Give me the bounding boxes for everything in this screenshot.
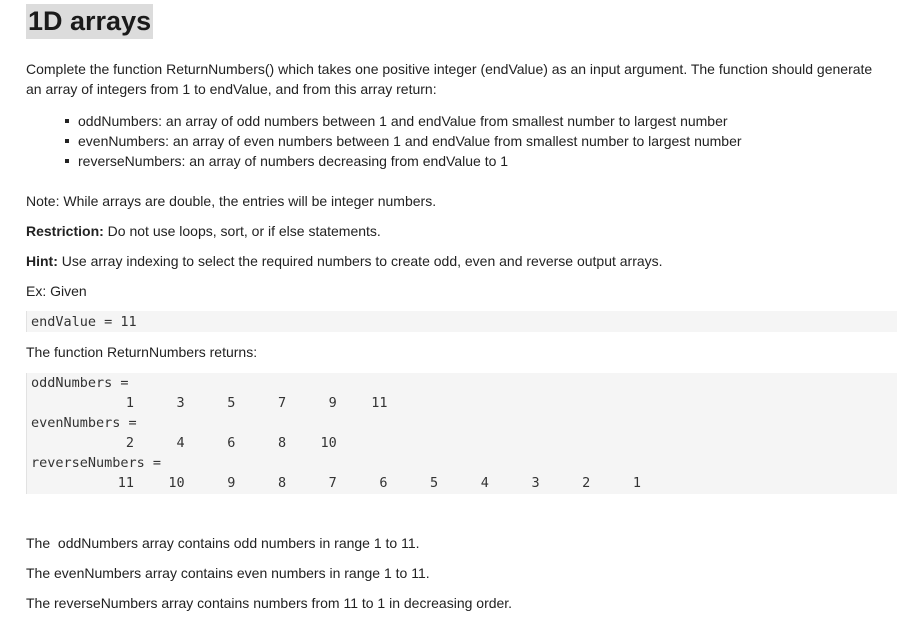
hint-label: Hint: <box>26 253 58 269</box>
description-line-2: an array of integers from 1 to endValue, and from this array return: <box>26 81 437 97</box>
even-value: 2 <box>125 435 134 451</box>
example-intro: Ex: Given <box>26 283 87 299</box>
even-value: 10 <box>320 435 337 451</box>
reverse-value: 9 <box>227 475 236 491</box>
odd-value: 7 <box>277 395 287 411</box>
reverse-value: 8 <box>277 475 287 491</box>
output-requirements-list <box>26 111 742 171</box>
note-text: Note: While arrays are double, the entries will be integer numbers. <box>26 193 437 209</box>
summary-reverse: The reverseNumbers array contains numbers from 11 to 1 in decreasing order. <box>26 595 513 611</box>
reverse-value: 2 <box>582 475 591 491</box>
reverse-value: 1 <box>632 475 641 491</box>
odd-value: 3 <box>176 395 185 411</box>
output-code-block <box>26 373 897 494</box>
even-value: 8 <box>277 435 287 451</box>
even-value: 4 <box>176 435 185 451</box>
restriction-text <box>26 221 381 241</box>
reverse-value: 6 <box>379 475 388 491</box>
reverse-value: 5 <box>430 475 439 491</box>
odd-label: oddNumbers = <box>31 375 129 391</box>
odd-value: 9 <box>328 395 337 411</box>
page-title: 1D arrays <box>26 4 153 39</box>
summary-odd: The oddNumbers array contains odd numbers in range 1 to 11. <box>26 535 420 551</box>
reverse-value: 10 <box>168 475 185 491</box>
reverse-label: reverseNumbers = <box>31 455 162 471</box>
even-value: 6 <box>227 435 236 451</box>
list-item: oddNumbers: an array of odd numbers between 1 and endValue from smallest number to largest number <box>78 111 742 131</box>
reverse-value: 7 <box>328 475 337 491</box>
odd-value: 1 <box>125 395 134 411</box>
hint-text <box>26 251 663 271</box>
list-item: reverseNumbers: an array of numbers decreasing from endValue to 1 <box>78 151 742 171</box>
odd-value: 11 <box>371 395 388 411</box>
restriction-body: Do not use loops, sort, or if else statements. <box>103 223 381 239</box>
list-item: evenNumbers: an array of even numbers between 1 and endValue from smallest number to largest number <box>78 133 742 149</box>
description-line-1: Complete the function ReturnNumbers() which takes one positive integer (endValue) as an input argument. The function should generate <box>26 61 873 77</box>
reverse-value: 3 <box>531 475 540 491</box>
summary-even: The evenNumbers array contains even numbers in range 1 to 11. <box>26 565 430 581</box>
input-code: endValue = 11 <box>31 314 137 330</box>
input-code-block <box>26 311 897 332</box>
reverse-value: 4 <box>480 475 489 491</box>
hint-body: Use array indexing to select the required numbers to create odd, even and reverse output arrays. <box>57 253 663 269</box>
even-label: evenNumbers = <box>31 415 137 431</box>
reverse-value: 11 <box>117 475 134 491</box>
restriction-label: Restriction: <box>26 223 104 239</box>
odd-value: 5 <box>227 395 236 411</box>
problem-description <box>26 59 872 99</box>
returns-text: The function ReturnNumbers returns: <box>26 344 258 360</box>
